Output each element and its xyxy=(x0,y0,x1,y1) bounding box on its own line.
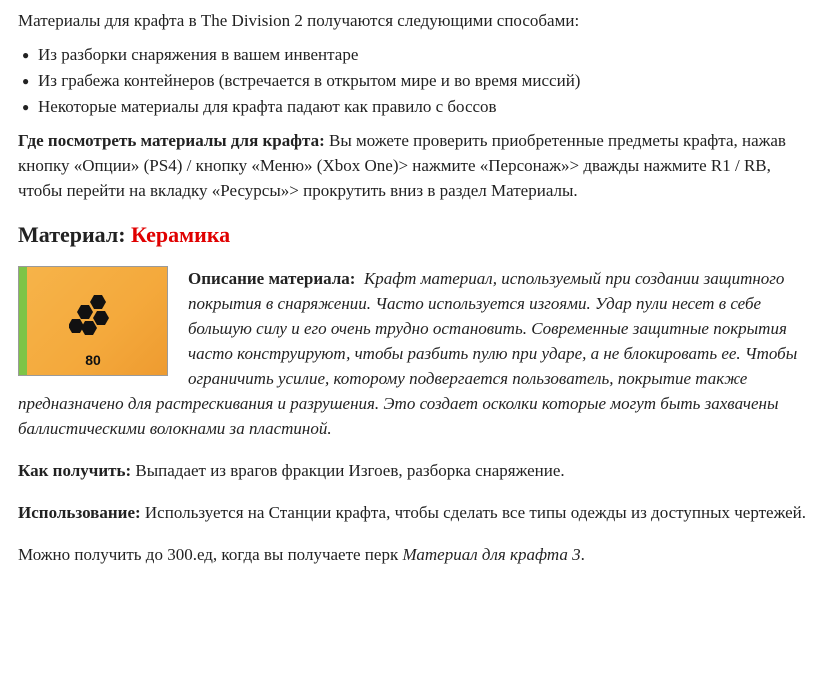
intro-paragraph: Материалы для крафта в The Division 2 получаются следующими способами: xyxy=(18,11,580,30)
perk-text: Можно получить до 300.ед, когда вы получаете перк xyxy=(18,545,403,564)
method-text: Некоторые материалы для крафта падают как правило с боссов xyxy=(38,97,497,116)
list-item xyxy=(18,42,819,68)
description-text: Крафт материал, используемый при создании защитного покрытия в снаряжении. Часто используется изгоями. Удар пули несет в себе большую силу и его очень трудно остановить. Современные защитные покрытия часто конструируют, чтобы разбить пулю при ударе, а не блокировать ее. Чтобы ограничить усилие, которому подвергается пользователь, покрытие также предназначено для растрескивания и разрушения. Это создает осколки которые могут быть захвачены баллистическими волокнами за пластиной. xyxy=(18,269,798,438)
how-to-get-paragraph xyxy=(18,458,819,483)
list-item xyxy=(18,68,819,94)
material-heading-prefix: Материал: xyxy=(18,222,132,247)
where-to-view-paragraph xyxy=(18,128,819,203)
usage-label: Использование: xyxy=(18,503,141,522)
method-text: Из разборки снаряжения в вашем инвентаре xyxy=(38,45,359,64)
perk-paragraph xyxy=(18,542,819,567)
how-label: Как получить: xyxy=(18,461,132,480)
where-text: Вы можете проверить приобретенные предметы крафта, нажав кнопку «Опции» (PS4) / кнопку «Меню» (Xbox One)> нажмите «Персонаж»> дважды нажмите R1 / RB, чтобы перейти на вкладку «Ресурсы»> прокрутить вниз в раздел Материалы. xyxy=(18,131,786,200)
material-amount: 80 xyxy=(85,352,101,368)
material-card xyxy=(18,266,168,376)
usage-paragraph xyxy=(18,500,819,525)
material-name: Керамика xyxy=(131,222,231,247)
perk-suffix: . xyxy=(580,545,585,564)
bullet-icon: ● xyxy=(22,100,30,114)
method-text: Из грабежа контейнеров (встречается в открытом мире и во время миссий) xyxy=(38,71,581,90)
bullet-icon: ● xyxy=(22,48,30,62)
perk-name: Материал для крафта 3 xyxy=(402,545,581,564)
description-label: Описание материала: xyxy=(188,269,356,288)
where-label: Где посмотреть материалы для крафта: xyxy=(18,131,325,150)
material-heading xyxy=(18,220,819,250)
methods-list xyxy=(18,42,819,120)
material-description-block xyxy=(18,266,819,441)
bullet-icon: ● xyxy=(22,74,30,88)
usage-text: Используется на Станции крафта, чтобы сделать все типы одежды из доступных чертежей. xyxy=(140,503,806,522)
list-item xyxy=(18,94,819,120)
how-text: Выпадает из врагов фракции Изгоев, разборка снаряжение. xyxy=(131,461,565,480)
honeycomb-hexagons-icon xyxy=(69,293,119,343)
